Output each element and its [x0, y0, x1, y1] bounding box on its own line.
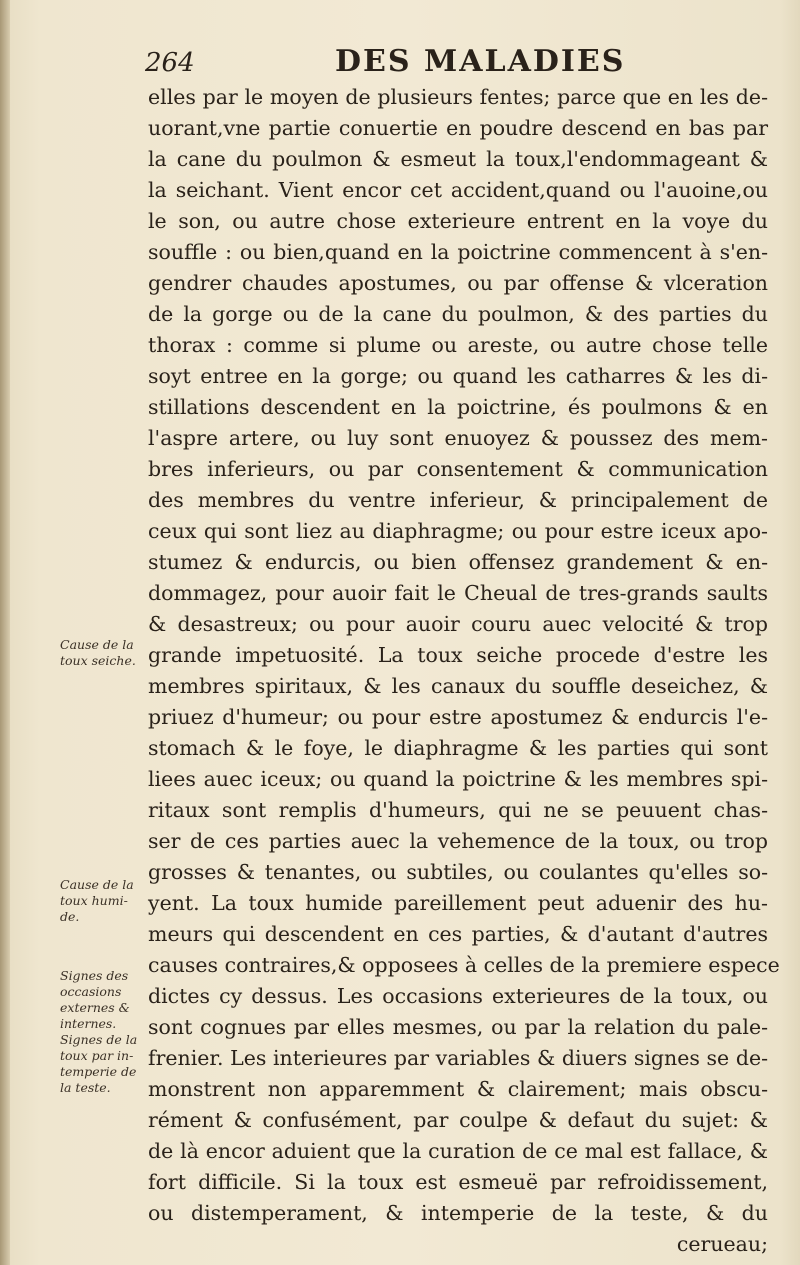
text-line: elles par le moyen de plusieurs fentes; parce que en les de-: [148, 85, 768, 109]
text-line: monstrent non apparemment & clairement; mais obscu-: [148, 1077, 768, 1101]
running-head: DES MALADIES: [335, 44, 626, 79]
text-line: de la gorge ou de la cane du poulmon, & des parties du: [148, 302, 768, 326]
margin-note-line: toux seiche.: [60, 653, 136, 668]
text-line: la seichant. Vient encor cet accident,quand ou l'auoine,ou: [148, 178, 768, 202]
margin-note-line: toux humi-: [60, 893, 128, 908]
text-line: de là encor aduient que la curation de ce mal est fallace, &: [148, 1139, 768, 1163]
margin-note-line: Cause de la: [60, 637, 134, 652]
text-line: ritaux sont remplis d'humeurs, qui ne se peuuent chas-: [148, 798, 768, 822]
margin-note-line: Signes des: [60, 968, 129, 983]
text-line: souffle : ou bien,quand en la poictrine commencent à s'en-: [148, 240, 768, 264]
text-line: ser de ces parties auec la vehemence de la toux, ou trop: [148, 829, 768, 853]
text-line: stillations descendent en la poictrine, és poulmons & en: [148, 395, 768, 419]
text-line: liees auec iceux; ou quand la poictrine & les membres spi-: [148, 767, 768, 791]
text-line: fort difficile. Si la toux est esmeuë par refroidissement,: [148, 1170, 768, 1194]
text-line: soyt entree en la gorge; ou quand les catharres & les di-: [148, 364, 768, 388]
text-line: le son, ou autre chose exterieure entrent en la voye du: [148, 209, 768, 233]
margin-note-line: toux par in-: [60, 1048, 134, 1063]
text-line: la cane du poulmon & esmeut la toux,l'endommageant &: [148, 147, 768, 171]
margin-note-line: externes &: [60, 1000, 130, 1015]
text-line: ou distemperament, & intemperie de la teste, & du: [148, 1201, 768, 1225]
text-line: grosses & tenantes, ou subtiles, ou coulantes qu'elles so-: [148, 860, 768, 884]
text-line: gendrer chaudes apostumes, ou par offense & vlceration: [148, 271, 768, 295]
margin-note-signs-head: [60, 1032, 152, 1096]
text-line: dictes cy dessus. Les occasions exterieures de la toux, ou: [148, 984, 768, 1008]
text-line: ceux qui sont liez au diaphragme; ou pour estre iceux apo-: [148, 519, 768, 543]
text-line: dommagez, pour auoir fait le Cheual de tres-grands saults: [148, 581, 768, 605]
page-header: [145, 42, 765, 82]
text-line: stomach & le foye, le diaphragme & les parties qui sont: [148, 736, 768, 760]
margin-note-cause-wet-cough: [60, 877, 152, 925]
text-line: rément & confusément, par coulpe & defaut du sujet: &: [148, 1108, 768, 1132]
page-number: 264: [145, 48, 195, 78]
text-line: priuez d'humeur; ou pour estre apostumez & endurcis l'e-: [148, 705, 768, 729]
text-line-catchword: cerueau;: [676, 1232, 768, 1256]
margin-note-line: temperie de: [60, 1064, 137, 1079]
text-line: l'aspre artere, ou luy sont enuoyez & poussez des mem-: [148, 426, 768, 450]
margin-note-signs-occasions: [60, 968, 152, 1032]
text-line: stumez & endurcis, ou bien offensez grandement & en-: [148, 550, 768, 574]
text-line: thorax : comme si plume ou areste, ou autre chose telle: [148, 333, 768, 357]
text-line: meurs qui descendent en ces parties, & d'autant d'autres: [148, 922, 768, 946]
margin-note-line: internes.: [60, 1016, 117, 1031]
text-line: uorant,vne partie conuertie en poudre descend en bas par: [148, 116, 768, 140]
text-line: des membres du ventre inferieur, & principalement de: [148, 488, 768, 512]
margin-note-cause-dry-cough: [60, 637, 152, 669]
text-line: yent. La toux humide pareillement peut aduenir des hu-: [148, 891, 768, 915]
text-line: & desastreux; ou pour auoir couru auec velocité & trop: [148, 612, 768, 636]
text-line: grande impetuosité. La toux seiche procede d'estre les: [148, 643, 768, 667]
margin-note-line: Cause de la: [60, 877, 134, 892]
page-gutter-shadow: [0, 0, 10, 1265]
margin-note-line: occasions: [60, 984, 122, 999]
margin-note-line: Signes de la: [60, 1032, 138, 1047]
text-line: frenier. Les interieures par variables & diuers signes se de-: [148, 1046, 768, 1070]
text-line: causes contraires,& opposees à celles de la premiere espece: [148, 953, 780, 977]
body-text: [148, 82, 780, 1260]
margin-note-line: la teste.: [60, 1080, 111, 1095]
margin-note-line: de.: [60, 909, 80, 924]
text-line: sont cognues par elles mesmes, ou par la relation du pale-: [148, 1015, 768, 1039]
text-line: bres inferieurs, ou par consentement & communication: [148, 457, 768, 481]
text-line: membres spiritaux, & les canaux du souffle deseichez, &: [148, 674, 768, 698]
